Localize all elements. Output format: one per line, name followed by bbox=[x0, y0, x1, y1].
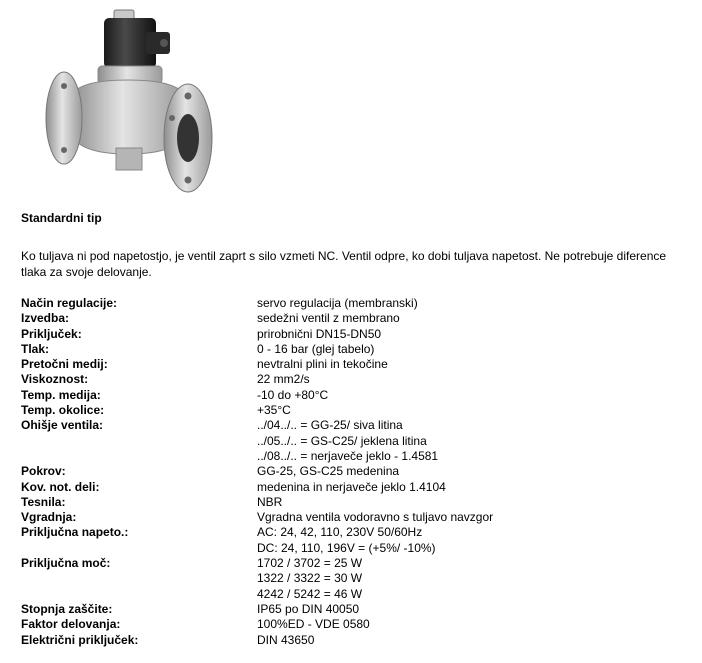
description-text: Ko tuljava ni pod napetostjo, je ventil zaprt s silo vzmeti NC. Ventil odpre, ko dobi tuljava napetost. Ne potrebuje diference tlaka za svoje delovanje. bbox=[21, 249, 667, 279]
spec-value: 0 - 16 bar (glej tabelo) bbox=[257, 341, 375, 356]
spec-label: Priključek: bbox=[21, 326, 82, 341]
spec-value: sedežni ventil z membrano bbox=[257, 311, 400, 326]
spec-value: AC: 24, 42, 110, 230V 50/60Hz bbox=[257, 525, 423, 540]
spec-value: prirobnični DN15-DN50 bbox=[257, 326, 382, 341]
spec-label: Način regulacije: bbox=[21, 296, 118, 310]
spec-label: Stopnja zaščite: bbox=[21, 601, 113, 616]
spec-label: Ohišje ventila: bbox=[21, 418, 104, 433]
spec-label: Električni priključek: bbox=[21, 632, 139, 647]
spec-row bbox=[21, 617, 681, 632]
spec-row bbox=[21, 403, 681, 418]
spec-row bbox=[21, 525, 681, 556]
spec-value: 4242 / 5242 = 46 W bbox=[257, 586, 363, 601]
spec-label: Viskoznost: bbox=[21, 372, 89, 387]
spec-label: Pokrov: bbox=[21, 464, 66, 479]
spec-label: Kov. not. deli: bbox=[21, 479, 100, 494]
spec-value: +35°C bbox=[257, 403, 291, 418]
spec-value: 1702 / 3702 = 25 W bbox=[257, 556, 363, 571]
spec-label: Priključna moč: bbox=[21, 556, 111, 571]
spec-row bbox=[21, 495, 681, 510]
spec-value: servo regulacija (membranski) bbox=[257, 296, 418, 310]
spec-label: Temp. okolice: bbox=[21, 403, 105, 418]
spec-row bbox=[21, 372, 681, 387]
spec-row bbox=[21, 602, 681, 617]
spec-label: Faktor delovanja: bbox=[21, 617, 121, 632]
spec-row bbox=[21, 464, 681, 479]
spec-value: 1322 / 3322 = 30 W bbox=[257, 571, 363, 586]
spec-label: Tlak: bbox=[21, 341, 50, 356]
spec-row bbox=[21, 357, 681, 372]
spec-value: ../08../.. = nerjaveče jeklo - 1.4581 bbox=[257, 448, 439, 463]
spec-row bbox=[21, 556, 681, 602]
spec-value: -10 do +80°C bbox=[257, 387, 329, 402]
solenoid-valve-image bbox=[42, 8, 214, 198]
spec-label: Temp. medija: bbox=[21, 387, 101, 402]
spec-row bbox=[21, 388, 681, 403]
spec-row bbox=[21, 510, 681, 525]
spec-value: IP65 po DIN 40050 bbox=[257, 601, 360, 616]
spec-row bbox=[21, 311, 681, 326]
spec-row bbox=[21, 633, 681, 648]
spec-row bbox=[21, 418, 681, 464]
spec-label: Tesnila: bbox=[21, 494, 66, 509]
spec-row bbox=[21, 327, 681, 342]
spec-label: Izvedba: bbox=[21, 311, 70, 326]
spec-value: medenina in nerjaveče jeklo 1.4104 bbox=[257, 479, 446, 494]
spec-value: GG-25, GS-C25 medenina bbox=[257, 464, 400, 479]
spec-value: ../05../.. = GS-C25/ jeklena litina bbox=[257, 433, 427, 448]
spec-row bbox=[21, 296, 681, 311]
spec-value: NBR bbox=[257, 494, 283, 509]
spec-value: DC: 24, 110, 196V = (+5%/ -10%) bbox=[257, 540, 436, 555]
spec-value: 100%ED - VDE 0580 bbox=[257, 617, 370, 632]
spec-value: nevtralni plini in tekočine bbox=[257, 357, 388, 372]
spec-value: ../04../.. = GG-25/ siva litina bbox=[257, 418, 403, 433]
spec-value: 22 mm2/s bbox=[257, 372, 310, 387]
section-heading: Standardni tip bbox=[21, 211, 102, 225]
spec-value: Vgradna ventila vodoravno s tuljavo navzgor bbox=[257, 510, 494, 525]
spec-row bbox=[21, 480, 681, 495]
spec-label: Vgradnja: bbox=[21, 510, 77, 525]
spec-row bbox=[21, 342, 681, 357]
spec-table bbox=[21, 296, 681, 648]
spec-label: Priključna napeto.: bbox=[21, 525, 129, 540]
spec-label: Pretočni medij: bbox=[21, 357, 108, 372]
spec-value: DIN 43650 bbox=[257, 632, 315, 647]
